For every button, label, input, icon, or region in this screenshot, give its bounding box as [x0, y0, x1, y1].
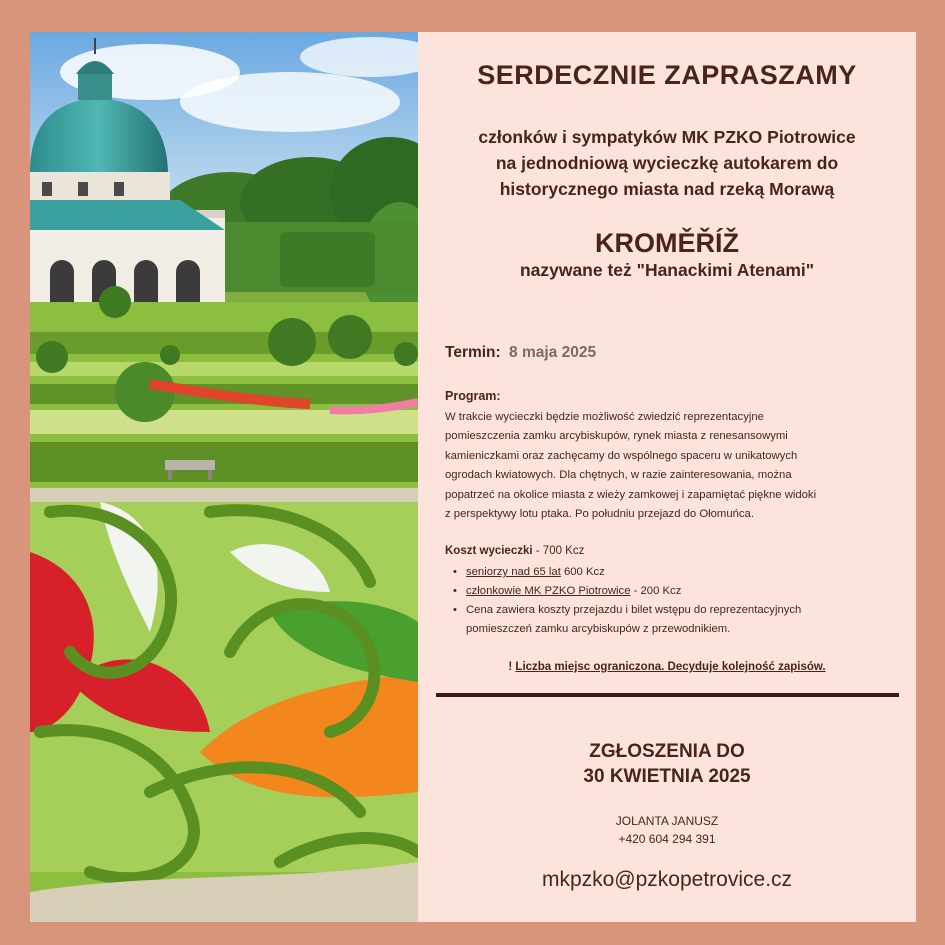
cost-price: 600 Kcz — [560, 566, 605, 578]
page-title: SERDECZNIE ZAPRASZAMY — [477, 60, 857, 90]
city-alias: nazywane też "Hanackimi Atenami" — [519, 260, 815, 280]
list-item — [450, 601, 900, 639]
cost-group: członkowie MK PZKO Piotrowice — [466, 585, 631, 597]
program-label: Program: — [445, 389, 501, 403]
program-line: W trakcie wycieczki będzie możliwość zwiedzić reprezentacyjne — [445, 411, 764, 423]
contact-name: JOLANTA JANUSZ — [615, 814, 719, 828]
date-label: Termin: — [445, 344, 501, 361]
garden-photo — [30, 32, 418, 922]
includes-line: • Cena zawiera koszty przejazdu i bilet wstępu do reprezentacyjnych — [466, 604, 802, 616]
registration-line: 30 KWIETNIA 2025 — [583, 766, 751, 787]
notice-prefix: ! — [508, 661, 516, 673]
intro-line: członków i sympatyków MK PZKO Piotrowice — [478, 127, 856, 147]
cost-value: - 700 Kcz — [532, 545, 585, 557]
invitation-card — [30, 32, 916, 922]
trip-date — [445, 344, 596, 362]
intro-text — [418, 124, 916, 202]
list-item — [450, 582, 900, 601]
includes-line: pomieszczeń zamku arcybiskupów z przewodnikiem. — [466, 623, 731, 635]
contact-phone: +420 604 294 391 — [618, 832, 716, 846]
program-line: pomieszczenia zamku arcybiskupów, rynek miasta z renesansowymi — [445, 430, 788, 443]
cost-heading — [445, 545, 584, 557]
program-text — [445, 408, 895, 524]
intro-line: na jednodniową wycieczkę autokarem do — [495, 153, 839, 173]
limited-seats-notice — [418, 661, 916, 673]
cost-price: - 200 Kcz — [630, 585, 682, 597]
cost-group: seniorzy nad 65 lat — [466, 566, 561, 578]
divider — [436, 693, 899, 697]
program-line: ogrodach kwiatowych. Dla chętnych, w razie zainteresowania, można — [445, 469, 792, 482]
program-line: z perspektywy lotu ptaka. Po południu przejazd do Ołomuńca. — [445, 508, 754, 521]
cost-list — [450, 563, 900, 639]
contact-email[interactable]: mkpzko@pzkopetrovice.cz — [541, 868, 793, 891]
program-line: kamieniczkami oraz zachęcamy do wspólnego spaceru w unikatowych — [445, 449, 798, 462]
program-line: popatrzeć na okolice miasta z wieży zamkowej i zapamiętać piękne widoki — [445, 488, 817, 501]
notice-text: Liczba miejsc ograniczona. Decyduje kolejność zapisów. — [515, 661, 826, 673]
city-name: KROMĚŘÍŽ — [595, 228, 739, 258]
list-item — [450, 563, 900, 582]
intro-line: historycznego miasta nad rzeką Morawą — [499, 179, 835, 199]
registration-deadline — [418, 739, 916, 789]
content-panel — [418, 32, 916, 922]
cost-label: Koszt wycieczki — [445, 545, 533, 557]
date-value: 8 maja 2025 — [509, 344, 597, 361]
registration-line: ZGŁOSZENIA DO — [589, 741, 745, 762]
